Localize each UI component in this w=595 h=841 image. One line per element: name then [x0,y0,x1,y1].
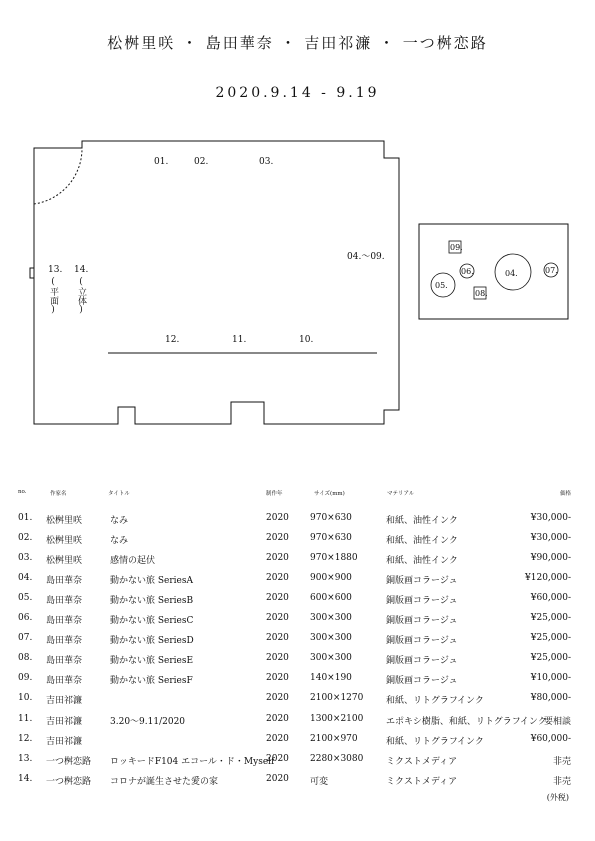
cell-artist: 一つ桝恋路 [46,756,92,767]
cell-artist: 島田華奈 [46,576,83,587]
cell-title: 3.20〜9.11/2020 [110,716,186,727]
cell-no: 05. [18,593,33,604]
cell-size: 2100×970 [310,733,358,744]
cell-material: 銅版画コラージュ [386,656,458,667]
table-row [0,693,595,707]
cell-size: 2280×3080 [310,753,364,764]
cell-no: 04. [18,573,33,584]
pos-10: 10. [299,335,314,345]
cell-no: 01. [18,513,33,523]
cell-no: 11. [18,713,33,724]
exhibition-title: 松桝里咲 ・ 島田華奈 ・ 吉田祁濂 ・ 一つ桝恋路 [107,34,488,52]
cell-artist: 吉田祁濂 [46,696,83,707]
cell-size: 900×900 [310,573,352,584]
cell-price: 要相談 [543,716,571,727]
cell-title: 動かない旅 SeriesC [110,616,194,627]
cell-material: 銅版画コラージュ [386,576,458,587]
cell-material: 和紙、油性インク [386,536,458,547]
cell-size: 2100×1270 [310,693,364,704]
cell-artist: 島田華奈 [46,656,83,667]
cell-artist: 島田華奈 [46,596,83,607]
header-year: 制作年 [266,491,283,497]
inset-06: 06. [461,267,474,276]
cell-size: 300×300 [310,633,352,644]
cell-title: 動かない旅 SeriesB [110,596,194,607]
cell-title: ロッキードF104 エコール・ド・Myself [110,756,275,767]
cell-title: なみ [110,516,129,526]
cell-price: ¥25,000- [530,613,571,624]
cell-no: 06. [18,613,33,624]
cell-year: 2020 [266,653,289,664]
cell-material: 銅版画コラージュ [386,636,458,647]
cell-price: ¥60,000- [530,733,571,744]
room-outline [34,141,399,424]
header-price: 価格 [559,491,571,497]
cell-title: 感情の起伏 [110,556,156,567]
cell-material: 和紙、リトグラフインク [386,736,484,747]
label-3d: (立体) [76,277,86,315]
cell-material: 銅版画コラージュ [386,616,458,627]
cell-no: 12. [18,733,33,744]
table-row [0,533,595,547]
cell-artist: 島田華奈 [46,676,83,687]
pos-11: 11. [232,335,247,345]
cell-material: 和紙、リトグラフインク [386,696,484,707]
cell-price: 非売 [552,756,571,767]
cell-artist: 島田華奈 [46,636,83,647]
cell-price: ¥90,000- [530,553,571,564]
pos-13: 13. [48,265,63,275]
cell-size: 300×300 [310,653,352,664]
table-row [0,633,595,647]
cell-year: 2020 [266,673,289,684]
cell-year: 2020 [266,693,289,704]
cell-material: 銅版画コラージュ [386,676,458,687]
cell-year: 2020 [266,733,289,744]
table-header [0,489,595,503]
cell-no: 07. [18,633,33,644]
table-row [0,513,595,527]
pos-03: 03. [259,157,274,167]
cell-price: ¥30,000- [530,513,571,523]
pos-04-09: 04.〜09. [347,252,385,262]
exhibition-dates: 2020.9.14 - 9.19 [215,85,380,101]
inset-09: 09. [450,243,463,252]
cell-price: ¥30,000- [530,533,571,544]
table-row [0,613,595,627]
cell-no: 09. [18,673,33,684]
cell-artist: 松桝里咲 [46,516,83,526]
cell-size: 970×630 [310,513,352,523]
cell-price: ¥10,000- [530,673,571,684]
table-row [0,734,595,748]
cell-year: 2020 [266,773,289,784]
pos-02: 02. [194,157,209,167]
inset-08: 08. [475,289,488,298]
cell-artist: 松桝里咲 [46,536,83,547]
cell-size: 600×600 [310,593,352,604]
cell-size: 970×630 [310,533,352,544]
header-size: サイズ(mm) [314,491,345,497]
header-material: マテリアル [387,491,415,497]
door-swing [34,148,82,204]
cell-no: 10. [18,693,33,704]
inset-04: 04. [505,269,518,278]
cell-price: ¥25,000- [530,633,571,644]
cell-artist: 吉田祁濂 [46,716,83,727]
table-row [0,593,595,607]
cell-artist: 島田華奈 [46,616,83,627]
cell-year: 2020 [266,613,289,624]
cell-size: 1300×2100 [310,713,364,724]
wall-notch [30,268,34,278]
cell-price: 非売 [552,776,571,787]
table-row [0,553,595,567]
cell-year: 2020 [266,533,289,544]
cell-artist: 吉田祁濂 [46,736,83,747]
table-row [0,754,595,768]
cell-year: 2020 [266,553,289,564]
cell-material: ミクストメディア [386,756,458,767]
pos-14: 14. [74,265,89,275]
cell-material: 和紙、油性インク [386,516,458,526]
cell-year: 2020 [266,633,289,644]
table-row [0,673,595,687]
cell-no: 02. [18,533,33,544]
cell-title: 動かない旅 SeriesE [110,656,194,667]
cell-no: 08. [18,653,33,664]
cell-material: 和紙、油性インク [386,556,458,567]
cell-no: 03. [18,553,33,564]
cell-year: 2020 [266,513,289,523]
pos-12: 12. [165,335,180,345]
cell-price: ¥60,000- [530,593,571,604]
cell-year: 2020 [266,593,289,604]
header-title: タイトル [108,491,130,497]
cell-title: なみ [110,536,129,547]
cell-price: ¥25,000- [530,653,571,664]
cell-artist: 松桝里咲 [46,556,83,567]
cell-title: 動かない旅 SeriesD [110,636,194,647]
header-artist: 作家名 [50,491,67,497]
header-no: no. [18,489,27,495]
cell-artist: 一つ桝恋路 [46,776,92,787]
cell-title: 動かない旅 SeriesF [110,676,193,687]
cell-price: ¥80,000- [530,693,571,704]
inset-07: 07. [545,266,558,275]
cell-no: 14. [18,773,33,784]
table-row [0,653,595,667]
cell-year: 2020 [266,713,289,724]
inset-05: 05. [435,281,448,290]
cell-year: 2020 [266,753,289,764]
tax-note: (外税) [546,793,569,802]
cell-price: ¥120,000- [525,573,571,584]
cell-material: エポキシ樹脂、和紙、リトグラフインク [386,716,547,727]
cell-size: 970×1880 [310,553,358,564]
table-row [0,573,595,587]
cell-size: 140×190 [310,673,352,684]
table-row [0,774,595,788]
cell-title: コロナが誕生させた愛の家 [110,776,219,787]
pos-01: 01. [154,157,169,167]
cell-size: 300×300 [310,613,352,624]
cell-no: 13. [18,753,33,764]
cell-material: 銅版画コラージュ [386,596,458,607]
cell-title: 動かない旅 SeriesA [110,576,193,587]
table-row [0,714,595,728]
cell-size: 可変 [310,776,329,787]
label-planar: (平面) [48,277,58,315]
cell-year: 2020 [266,573,289,584]
cell-material: ミクストメディア [386,776,458,787]
